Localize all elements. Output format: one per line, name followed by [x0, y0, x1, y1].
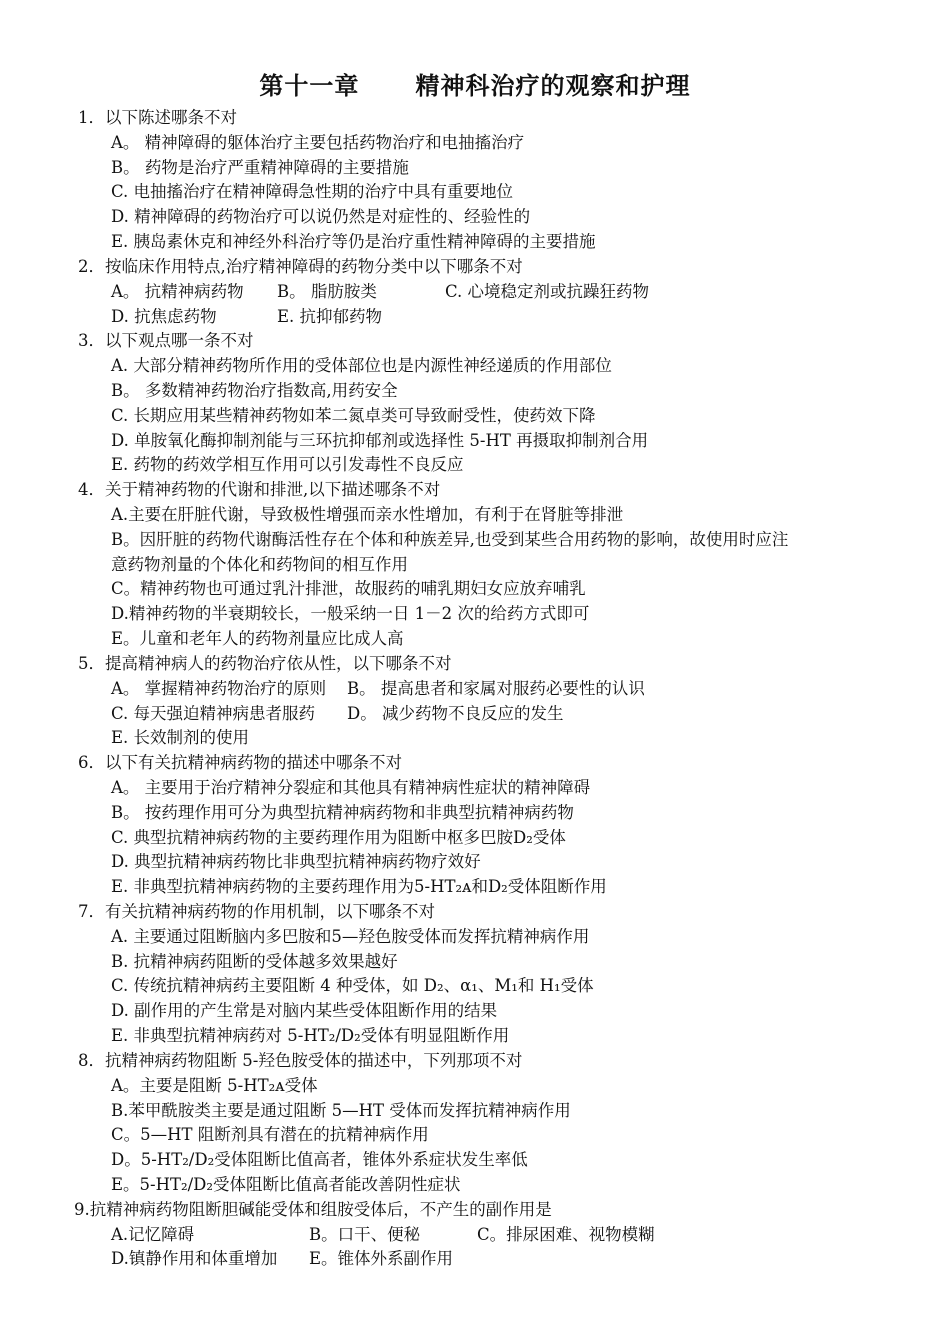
option-row [78, 1223, 918, 1248]
option-a: A。 主要用于治疗精神分裂症和其他具有精神病性症状的精神障碍 [111, 777, 591, 797]
question-stem: 9.抗精神病药物阻断胆碱能受体和组胺受体后，不产生的副作用是 [74, 1199, 552, 1219]
option-a: A。主要是阻断 5-HT₂ᴀ受体 [111, 1075, 318, 1095]
option-a: A. 大部分精神药物所作用的受体部位也是内源性神经递质的作用部位 [111, 356, 612, 376]
question-2 [78, 255, 918, 329]
question-stem: 6．以下有关抗精神病药物的描述中哪条不对 [78, 753, 402, 773]
option-b: B。 药物是治疗严重精神障碍的主要措施 [111, 157, 409, 177]
question-8 [78, 1049, 918, 1198]
option-b: B. 抗精神病药阻断的受体越多效果越好 [111, 951, 398, 971]
option-c: C. 长期应用某些精神药物如苯二氮卓类可导致耐受性，使药效下降 [111, 405, 596, 425]
option-e: E。儿童和老年人的药物剂量应比成人高 [111, 629, 404, 649]
option-a: A。 精神障碍的躯体治疗主要包括药物治疗和电抽搐治疗 [111, 132, 525, 152]
option-b-continued: 意药物剂量的个体化和药物间的相互作用 [111, 554, 408, 574]
question-5 [78, 652, 918, 751]
option-c: C。5—HT 阻断剂具有潜在的抗精神病作用 [111, 1125, 429, 1145]
option-c: C. 典型抗精神病药物的主要药理作用为阻断中枢多巴胺D₂受体 [111, 827, 566, 847]
option-row [78, 677, 918, 702]
question-9 [74, 1198, 918, 1272]
option-c: C. 传统抗精神病药主要阻断 4 种受体，如 D₂、α₁、M₁和 H₁受体 [111, 976, 594, 996]
option-row [78, 726, 918, 751]
question-stem: 8．抗精神病药物阻断 5-羟色胺受体的描述中，下列那项不对 [78, 1050, 523, 1070]
question-stem: 5．提高精神病人的药物治疗依从性，以下哪条不对 [78, 653, 452, 673]
question-list [74, 106, 918, 1272]
question-stem: 2．按临床作用特点,治疗精神障碍的药物分类中以下哪条不对 [78, 256, 523, 276]
option-d: D. 副作用的产生常是对脑内某些受体阻断作用的结果 [111, 1001, 498, 1021]
option-b: B。 提高患者和家属对服药必要性的认识 [347, 678, 645, 698]
option-e: E. 胰岛素休克和神经外科治疗等仍是治疗重性精神障碍的主要措施 [111, 232, 596, 252]
option-row [78, 305, 918, 330]
option-b: B。 按药理作用可分为典型抗精神病药物和非典型抗精神病药物 [111, 802, 574, 822]
option-a: A. 主要通过阻断脑内多巴胺和5—羟色胺受体而发挥抗精神病作用 [111, 926, 590, 946]
question-3 [78, 329, 918, 478]
option-c: C. 电抽搐治疗在精神障碍急性期的治疗中具有重要地位 [111, 182, 514, 202]
question-1 [78, 106, 918, 255]
option-e: E. 抗抑郁药物 [277, 306, 383, 326]
question-stem: 3．以下观点哪一条不对 [78, 331, 254, 351]
option-row [78, 1247, 918, 1272]
option-e: E。锥体外系副作用 [309, 1249, 454, 1269]
option-e: E。5-HT₂/D₂受体阻断比值高者能改善阴性症状 [111, 1174, 461, 1194]
question-7 [78, 900, 918, 1049]
option-row [78, 280, 918, 305]
option-e: E. 药物的药效学相互作用可以引发毒性不良反应 [111, 455, 464, 475]
option-c: C。精神药物也可通过乳汁排泄，故服药的哺乳期妇女应放弃哺乳 [111, 579, 586, 599]
question-stem: 1．以下陈述哪条不对 [78, 108, 237, 127]
option-b: B。因肝脏的药物代谢酶活性存在个体和种族差异,也受到某些合用药物的影响，故使用时应注 [111, 529, 789, 549]
option-b: B。 脂肪胺类 [277, 281, 377, 301]
option-c: C. 每天强迫精神病患者服药 [111, 703, 316, 723]
option-b: B.苯甲酰胺类主要是通过阻断 5—HT 受体而发挥抗精神病作用 [111, 1100, 571, 1120]
option-e: E. 非典型抗精神病药物的主要药理作用为5-HT₂ᴀ和D₂受体阻断作用 [111, 877, 607, 897]
option-b: B。 多数精神药物治疗指数高,用药安全 [111, 380, 398, 400]
option-d: D。 减少药物不良反应的发生 [347, 703, 564, 723]
option-d: D. 单胺氧化酶抑制剂能与三环抗抑郁剂或选择性 5-HT 再摄取抑制剂合用 [111, 430, 649, 450]
option-d: D.镇静作用和体重增加 [111, 1249, 278, 1269]
question-stem: 4．关于精神药物的代谢和排泄,以下描述哪条不对 [78, 480, 441, 500]
option-d: D. 抗焦虑药物 [111, 306, 217, 326]
option-a: A。 掌握精神药物治疗的原则 [111, 678, 327, 698]
question-4 [78, 478, 918, 652]
option-d: D.精神药物的半衰期较长，一般采纳一日 1－2 次的给药方式即可 [111, 604, 590, 624]
option-b: B。口干、便秘 [309, 1224, 421, 1244]
option-e: E. 非典型抗精神病药对 5-HT₂/D₂受体有明显阻断作用 [111, 1026, 510, 1046]
page-title: 第十一章 精神科治疗的观察和护理 [259, 72, 691, 100]
option-d: D。5-HT₂/D₂受体阻断比值高者，锥体外系症状发生率低 [111, 1150, 528, 1170]
option-a: A。 抗精神病药物 [111, 281, 244, 301]
option-a: A.记忆障碍 [111, 1224, 195, 1244]
option-d: D. 精神障碍的药物治疗可以说仍然是对症性的、经验性的 [111, 207, 531, 227]
option-a: A.主要在肝脏代谢，导致极性增强而亲水性增加，有利于在肾脏等排泄 [111, 505, 624, 524]
option-d: D. 典型抗精神病药物比非典型抗精神病药物疗效好 [111, 852, 481, 872]
option-c: C。排尿困难、视物模糊 [477, 1224, 655, 1244]
option-row [78, 702, 918, 727]
question-6 [78, 751, 918, 900]
option-e: E. 长效制剂的使用 [111, 728, 250, 748]
question-stem: 7．有关抗精神病药物的作用机制，以下哪条不对 [78, 902, 435, 921]
option-c: C. 心境稳定剂或抗躁狂药物 [445, 281, 650, 301]
